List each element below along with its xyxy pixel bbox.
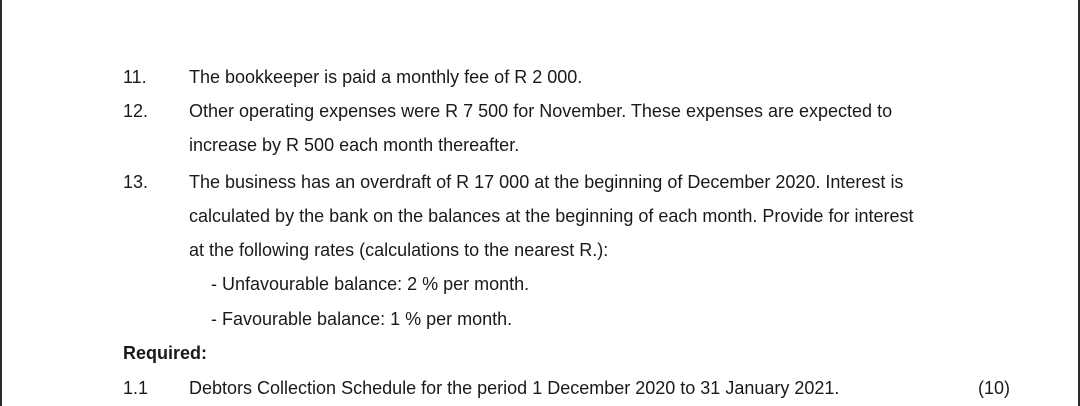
item-number-13: 13. xyxy=(123,172,149,192)
item-13-line-3: at the following rates (calculations to the nearest R.): xyxy=(189,240,609,260)
item-11-line-1: The bookkeeper is paid a monthly fee of R 2 000. xyxy=(189,67,583,87)
item-13-bullet-favourable: - Favourable balance: 1 % per month. xyxy=(211,309,513,329)
item-number-12: 12. xyxy=(123,101,149,121)
item-13-bullet-unfavourable: - Unfavourable balance: 2 % per month. xyxy=(211,274,530,294)
item-13-line-2: calculated by the bank on the balances at the beginning of each month. Provide for interest xyxy=(189,206,914,226)
question-text: Debtors Collection Schedule for the period 1 December 2020 to 31 January 2021. xyxy=(189,378,840,398)
question-marks: (10) xyxy=(978,378,1011,398)
item-13-line-1: The business has an overdraft of R 17 000 at the beginning of December 2020. Interest is xyxy=(189,172,904,192)
item-12-line-1: Other operating expenses were R 7 500 for November. These expenses are expected to xyxy=(189,101,893,121)
item-12-line-2: increase by R 500 each month thereafter. xyxy=(189,135,520,155)
item-number-11: 11. xyxy=(123,67,147,87)
required-heading: Required: xyxy=(123,343,208,363)
page-left-border xyxy=(0,0,2,406)
question-number: 1.1 xyxy=(123,378,149,398)
